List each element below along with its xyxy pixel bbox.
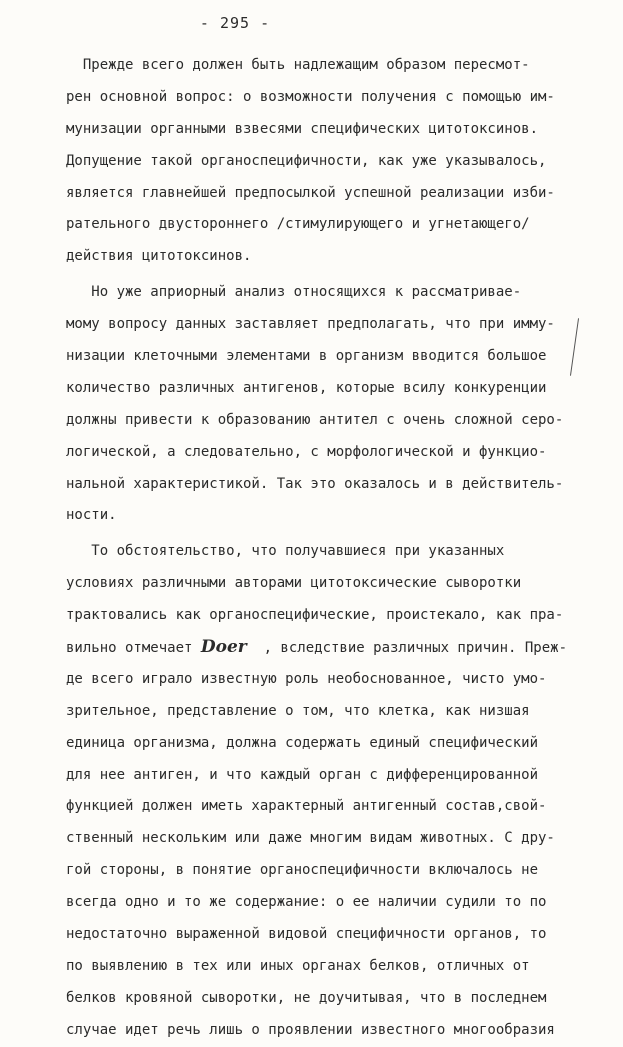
text-line: рен основной вопрос: о возможности получения с помощью им- <box>66 88 555 105</box>
text-line: Прежде всего должен быть надлежащим образом пересмот- <box>66 57 530 73</box>
text-segment: вильно отмечает <box>66 640 201 657</box>
text-line: является главнейшей предпосылкой успешной реализации изби- <box>66 184 555 201</box>
paragraph-2 <box>66 277 586 532</box>
paragraph-3 <box>66 536 586 1046</box>
text-line: зрительное, представление о том, что клетка, как низшая <box>66 702 530 719</box>
text-line: должны привести к образованию антител с очень сложной серо- <box>66 411 564 428</box>
text-line: Допущение такой органоспецифичности, как уже указывалось, <box>66 152 547 169</box>
text-line: всегда одно и то же содержание: о ее наличии судили то по <box>66 894 547 911</box>
text-line: трактовались как органоспецифические, проистекало, как пра- <box>66 607 564 624</box>
typed-text-body <box>66 50 586 1047</box>
text-line: единица организма, должна содержать единый специфический <box>66 734 539 751</box>
text-line: мому вопросу данных заставляет предполагать, что при имму- <box>66 316 555 333</box>
text-line: условиях различными авторами цитотоксические сыворотки <box>66 575 522 592</box>
text-line: случае идет речь лишь о проявлении известного многообразия <box>66 1021 555 1038</box>
text-line: рательного двустороннего /стимулирующего и угнетающего/ <box>66 216 530 233</box>
text-line: белков кровяной сыворотки, не доучитывая, что в последнем <box>66 989 547 1006</box>
text-line: гой стороны, в понятие органоспецифичности включалось не <box>66 862 539 879</box>
text-line-with-signature <box>66 632 586 664</box>
text-line: недостаточно выраженной видовой специфичности органов, то <box>66 926 547 943</box>
text-line: низации клеточными элементами в организм вводится большое <box>66 348 547 365</box>
page-number: - 295 - <box>199 14 271 32</box>
text-line: ственный нескольким или даже многим видам животных. С дру- <box>66 830 555 847</box>
text-line: логической, а следовательно, с морфологической и функцио- <box>66 443 547 460</box>
text-line: функцией должен иметь характерный антигенный состав,свой- <box>66 798 547 815</box>
text-line: количество различных антигенов, которые всилу конкуренции <box>66 379 547 396</box>
text-line: по выявлению в тех или иных органах белков, отличных от <box>66 957 530 974</box>
text-line: действия цитотоксинов. <box>66 248 252 265</box>
text-line: нальной характеристикой. Так это оказалось и в действитель- <box>66 475 564 492</box>
paragraph-1 <box>66 50 586 273</box>
text-line: ности. <box>66 507 117 524</box>
text-line: де всего играло известную роль необоснованное, чисто умо- <box>66 670 547 687</box>
handwritten-name: Doer <box>200 637 247 658</box>
text-line: Но уже априорный анализ относящихся к рассматривае- <box>66 284 522 301</box>
text-segment: , вследствие различных причин. Преж- <box>246 640 568 657</box>
text-line: мунизации органными взвесями специфических цитотоксинов. <box>66 120 539 137</box>
text-line: для нее антиген, и что каждый орган с дифференцированной <box>66 766 539 783</box>
text-line: То обстоятельство, что получавшиеся при указанных <box>66 543 505 560</box>
